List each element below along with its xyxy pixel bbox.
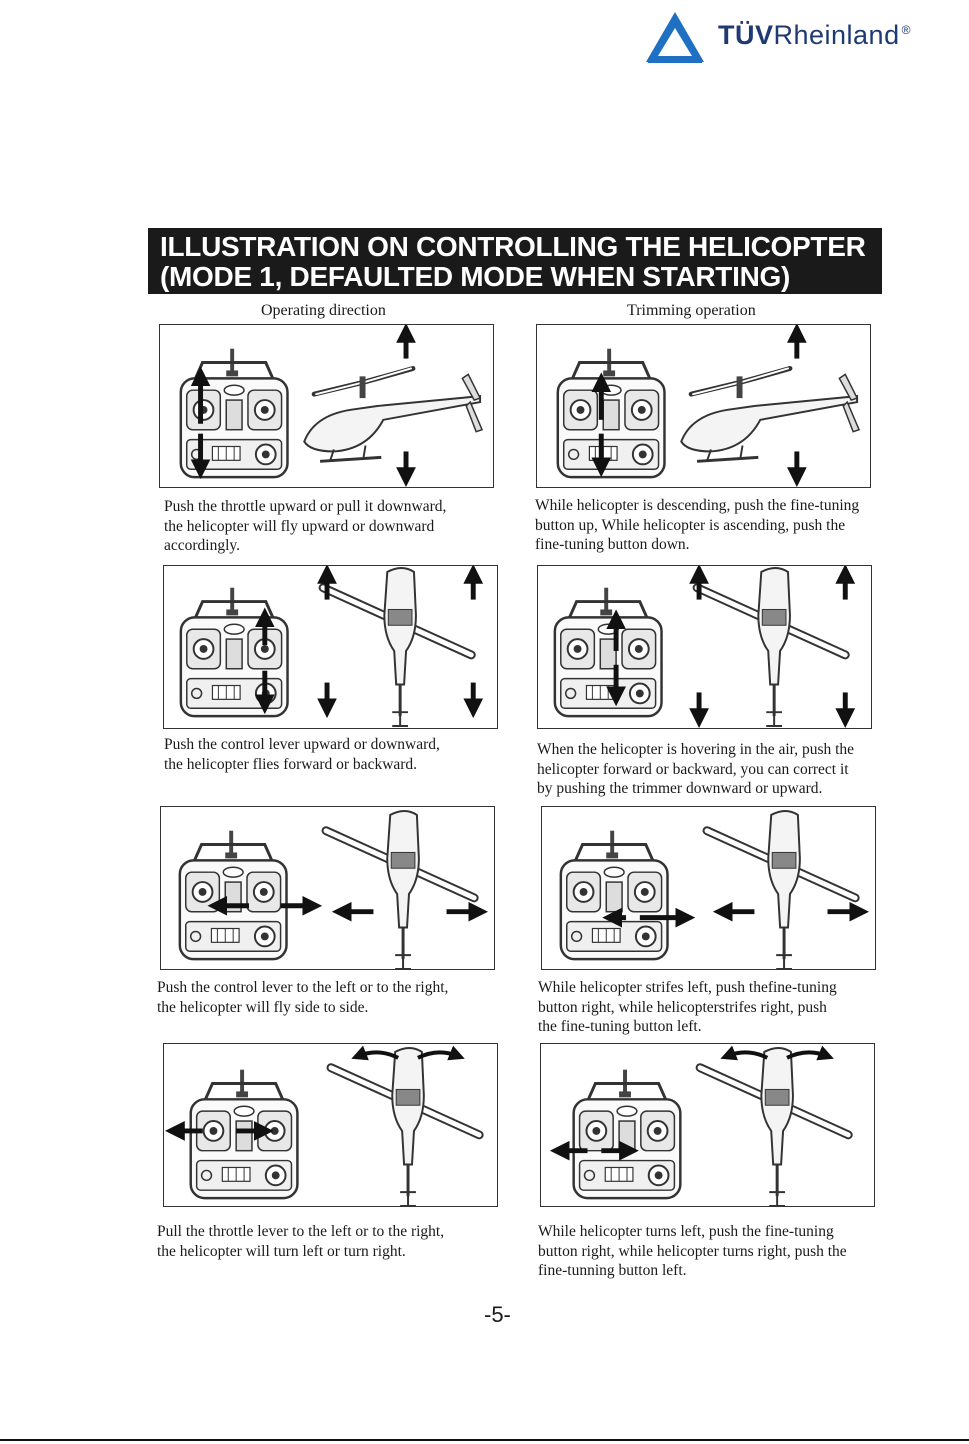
tuv-rheinland-logo — [640, 8, 960, 68]
throttle-trim-illustration — [537, 325, 870, 487]
column-heading-operating: Operating direction — [261, 302, 386, 319]
caption-sideways-trim: While helicopter strifes left, push thefine-tuning button right, while helicopterstrifes right, push the fine-tuning button left. — [538, 979, 837, 1035]
title-line-1: ILLUSTRATION ON CONTROLLING THE HELICOPTER — [160, 231, 866, 262]
sideways-trim-illustration — [542, 807, 875, 969]
caption-turn-trim: While helicopter turns left, push the fine-tuning button right, while helicopter turns right, push the fine-tunning button left. — [538, 1223, 847, 1279]
panel-turn-operating — [163, 1043, 498, 1207]
bottom-divider — [0, 1439, 969, 1441]
panel-throttle-operating — [159, 324, 494, 488]
page-number: -5- — [484, 1302, 511, 1327]
title-line-2: (MODE 1, DEFAULTED MODE WHEN STARTING) — [160, 261, 790, 292]
logo-wordmark: TÜVRheinland ® — [718, 20, 911, 50]
panel-forward-backward-operating — [163, 565, 498, 729]
forward-backward-trim-illustration — [538, 566, 871, 728]
panel-sideways-operating — [160, 806, 495, 970]
forward-backward-illustration — [164, 566, 497, 728]
section-title-banner — [148, 228, 882, 294]
column-heading-trimming: Trimming operation — [627, 302, 756, 319]
tuv-triangle-icon — [640, 8, 710, 68]
throttle-up-down-illustration — [160, 325, 493, 487]
panel-throttle-trim — [536, 324, 871, 488]
panel-forward-backward-trim — [537, 565, 872, 729]
sideways-illustration — [161, 807, 494, 969]
caption-throttle-trim: While helicopter is descending, push the fine-tuning button up, While helicopter is ascending, push the fine-tuning button down. — [535, 497, 860, 553]
caption-forward-backward-operating: Push the control lever upward or downward, the helicopter flies forward or backward. — [164, 736, 440, 773]
panel-sideways-trim — [541, 806, 876, 970]
panel-turn-trim — [540, 1043, 875, 1207]
turn-illustration — [164, 1044, 497, 1206]
turn-trim-illustration — [541, 1044, 874, 1206]
caption-forward-backward-trim: When the helicopter is hovering in the air, push the helicopter forward or backward, you can correct it by pushing the trimmer downward or upward. — [537, 741, 855, 797]
caption-sideways-operating: Push the control lever to the left or to the right, the helicopter will fly side to side. — [157, 979, 449, 1016]
caption-turn-operating: Pull the throttle lever to the left or to the right, the helicopter will turn left or turn right. — [157, 1223, 445, 1260]
caption-throttle-operating: Push the throttle upward or pull it downward, the helicopter will fly upward or downward accordingly. — [164, 498, 447, 554]
